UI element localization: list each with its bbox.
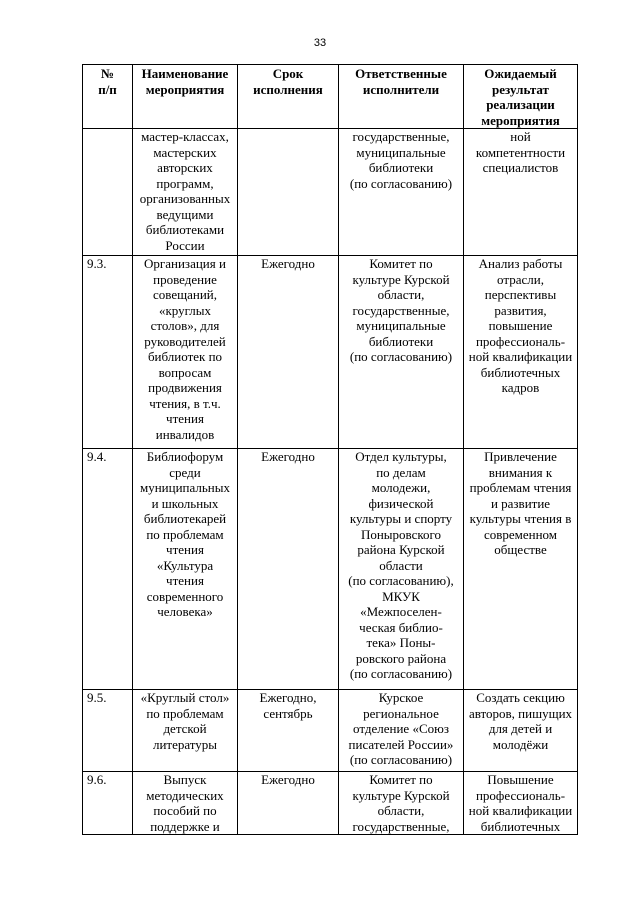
event-result: Создать секцию авторов, пишущих для детей и молодёжи bbox=[464, 690, 578, 772]
header-result: Ожидаемый результат реализации мероприятия bbox=[464, 65, 578, 129]
event-result: Привлечение внимания к проблемам чтения и развитие культуры чтения в современном обществе bbox=[464, 449, 578, 690]
event-name: Библиофорум среди муниципальных и школьных библиотекарей по проблемам чтения «Культура чтения современного человека» bbox=[133, 449, 238, 690]
table-row bbox=[83, 129, 578, 256]
row-number: 9.5. bbox=[83, 690, 133, 772]
event-executors: Комитет по культуре Курской области, государственные, муниципальные библиотеки (по согласованию) bbox=[339, 256, 464, 449]
table-row bbox=[83, 690, 578, 772]
row-number bbox=[83, 129, 133, 256]
header-name: Наименование мероприятия bbox=[133, 65, 238, 129]
row-number: 9.6. bbox=[83, 772, 133, 835]
event-executors: государственные, муниципальные библиотеки (по согласованию) bbox=[339, 129, 464, 256]
table-header-row bbox=[83, 65, 578, 129]
event-term: Ежегодно bbox=[238, 449, 339, 690]
table-row bbox=[83, 256, 578, 449]
events-table bbox=[82, 64, 578, 835]
event-result: ной компетентности специалистов bbox=[464, 129, 578, 256]
table-row bbox=[83, 449, 578, 690]
event-term: Ежегодно bbox=[238, 256, 339, 449]
event-result: Анализ работы отрасли, перспективы развития, повышение профессиональ- ной квалификации библиотечных кадров bbox=[464, 256, 578, 449]
event-name: Организация и проведение совещаний, «круглых столов», для руководителей библиотек по вопросам продвижения чтения, в т.ч. чтения инвалидов bbox=[133, 256, 238, 449]
event-executors: Отдел культуры, по делам молодежи, физической культуры и спорту Поныровского района Курской области (по согласованию), МКУК «Межпоселен- ческая библио- тека» Поны- ровского района (по согласованию) bbox=[339, 449, 464, 690]
row-number: 9.3. bbox=[83, 256, 133, 449]
event-term: Ежегодно bbox=[238, 772, 339, 835]
header-term: Срок исполнения bbox=[238, 65, 339, 129]
event-result: Повышение профессиональ- ной квалификации библиотечных bbox=[464, 772, 578, 835]
page-number: 33 bbox=[313, 37, 327, 49]
event-name: Выпуск методических пособий по поддержке и bbox=[133, 772, 238, 835]
event-executors: Курское региональное отделение «Союз писателей России» (по согласованию) bbox=[339, 690, 464, 772]
header-number: № п/п bbox=[83, 65, 133, 129]
event-term: Ежегодно, сентябрь bbox=[238, 690, 339, 772]
table-row bbox=[83, 772, 578, 835]
row-number: 9.4. bbox=[83, 449, 133, 690]
event-executors: Комитет по культуре Курской области, государственные, bbox=[339, 772, 464, 835]
event-name: «Круглый стол» по проблемам детской литературы bbox=[133, 690, 238, 772]
event-term bbox=[238, 129, 339, 256]
event-name: мастер-классах, мастерских авторских программ, организованных ведущими библиотеками России bbox=[133, 129, 238, 256]
header-executors: Ответственные исполнители bbox=[339, 65, 464, 129]
